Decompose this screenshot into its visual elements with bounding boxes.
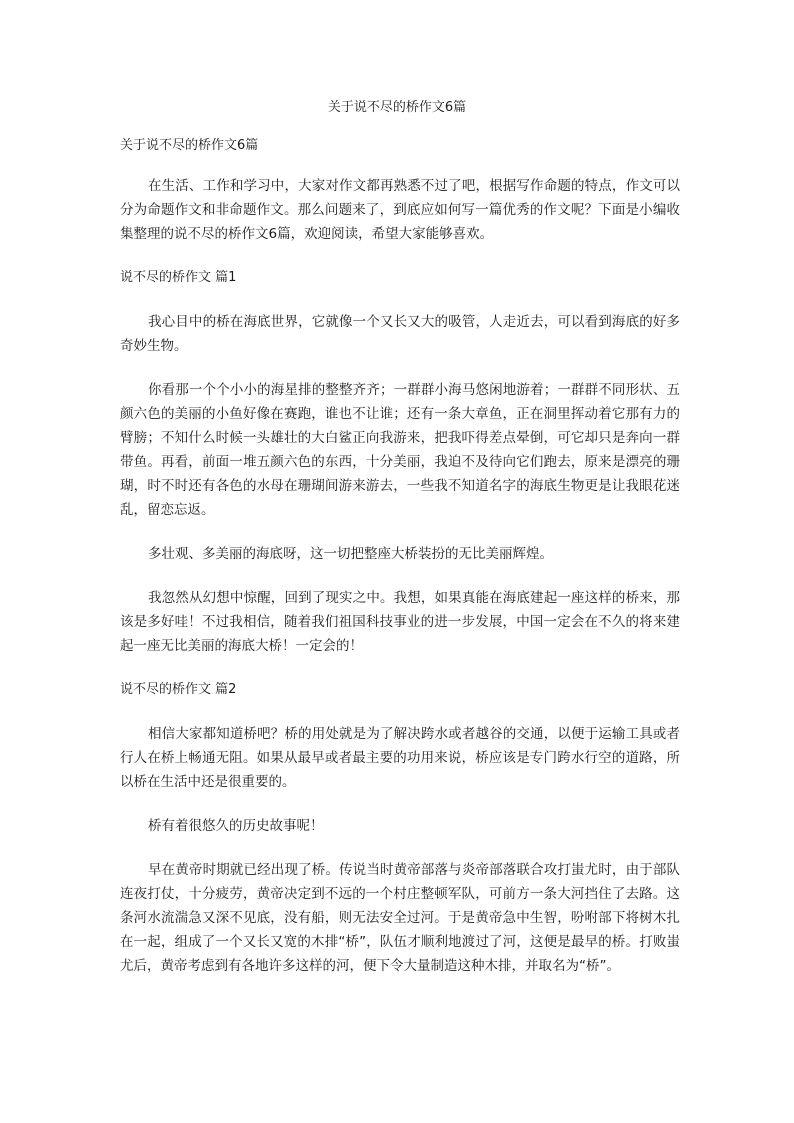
- section-heading-1: 说不尽的桥作文 篇1: [120, 270, 237, 285]
- paragraph: 早在黄帝时期就已经出现了桥。传说当时黄帝部落与炎帝部落联合攻打蚩尤时，由于部队连夜打仗，十分疲劳，黄帝决定到不远的一个村庄整顿军队，可前方一条大河挡住了去路。这条河水流湍急又深不见底，没有船，则无法安全过河。于是黄帝急中生智，吩咐部下将树木扎在一起，组成了一个又长又宽的木排“桥”，队伍才顺利地渡过了河，这便是最早的桥。打败蚩尤后，黄帝考虑到有各地许多这样的河，便下令大量制造这种木排，并取名为“桥”。: [120, 862, 680, 974]
- paragraph: 你看那一个个小小的海星排的整整齐齐；一群群小海马悠闲地游着；一群群不同形状、五颜六色的美丽的小鱼好像在赛跑，谁也不让谁；还有一条大章鱼，正在洞里挥动着它那有力的臂膀；不知什么时候一头雄壮的大白鲨正向我游来，把我吓得差点晕倒，可它却只是奔向一群带鱼。再看，前面一堆五颜六色的东西，十分美丽，我迫不及待向它们跑去，原来是漂亮的珊瑚，时不时还有各色的水母在珊瑚间游来游去，一些我不知道名字的海底生物更是让我眼花迷乱，留恋忘返。: [120, 382, 680, 518]
- paragraph: 相信大家都知道桥吧？桥的用处就是为了解决跨水或者越谷的交通，以便于运输工具或者行人在桥上畅通无阻。如果从最早或者最主要的功用来说，桥应该是专门跨水行空的道路，所以桥在生活中还是很重要的。: [120, 726, 680, 790]
- document-title: 关于说不尽的桥作文6篇: [327, 100, 467, 115]
- paragraph: 我忽然从幻想中惊醒，回到了现实之中。我想，如果真能在海底建起一座这样的桥来，那该是多好哇！不过我相信，随着我们祖国科技事业的进一步发展，中国一定会在不久的将来建起一座无比美丽的海底大桥！一定会的！: [120, 590, 680, 654]
- document-body: [120, 134, 680, 998]
- article-heading: 关于说不尽的桥作文6篇: [120, 138, 259, 153]
- intro-paragraph: 在生活、工作和学习中，大家对作文都再熟悉不过了吧，根据写作命题的特点，作文可以分为命题作文和非命题作文。那么问题来了，到底应如何写一篇优秀的作文呢？下面是小编收集整理的说不尽的桥作文6篇，欢迎阅读，希望大家能够喜欢。: [120, 178, 680, 242]
- section-heading-2: 说不尽的桥作文 篇2: [120, 682, 237, 697]
- paragraph: 我心目中的桥在海底世界，它就像一个又长又大的吸管，人走近去，可以看到海底的好多奇妙生物。: [120, 314, 680, 354]
- paragraph: 多壮观、多美丽的海底呀，这一切把整座大桥装扮的无比美丽辉煌。: [148, 546, 553, 562]
- paragraph: 桥有着很悠久的历史故事呢！: [148, 818, 324, 834]
